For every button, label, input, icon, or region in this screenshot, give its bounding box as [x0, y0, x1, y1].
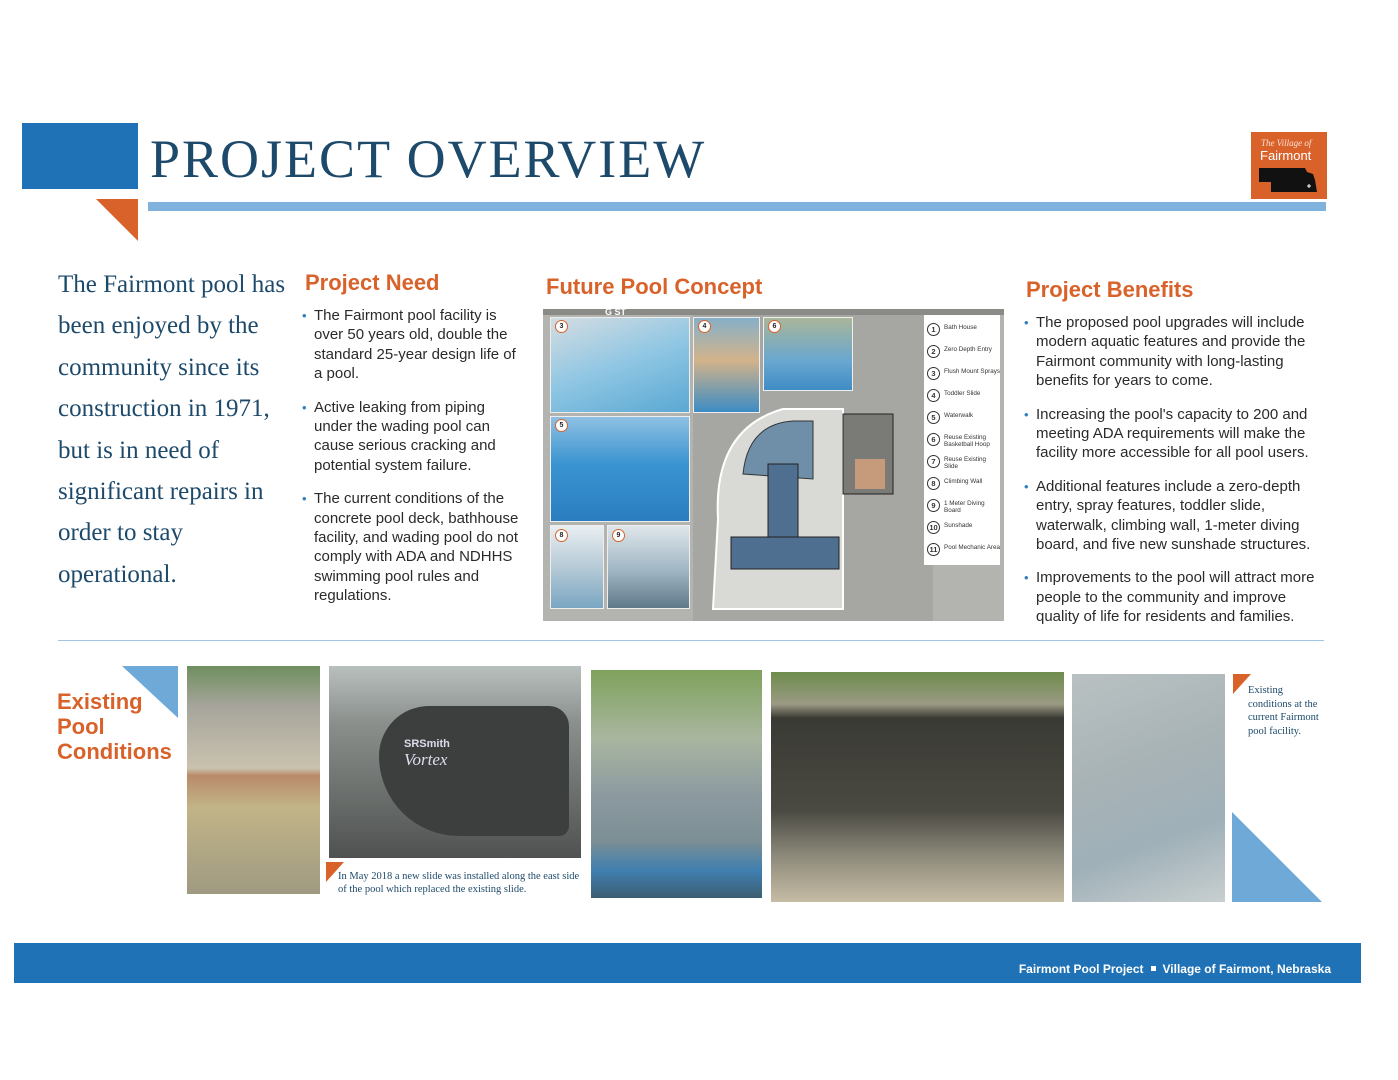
- slide-caption: In May 2018 a new slide was installed along the east side of the pool which replaced the existing slide.: [338, 871, 580, 895]
- list-item: • Additional features include a zero-depth entry, spray features, toddler slide, waterwalk, climbing wall, 1-meter diving board, and five new sunshade structures.: [1024, 477, 1322, 555]
- project-need-list: [302, 306, 524, 620]
- footer-project: Fairmont Pool Project: [1018, 962, 1144, 976]
- pool-floor-photo: [1072, 674, 1225, 902]
- list-item: • The proposed pool upgrades will include modern aquatic features and provide the Fairmont community with long-lasting benefits for years to come.: [1024, 313, 1322, 391]
- project-benefits-heading: Project Benefits: [1026, 277, 1194, 302]
- separator-icon: [1151, 966, 1156, 971]
- street-label: G ST: [605, 309, 627, 317]
- photo-number: 6: [768, 320, 781, 333]
- concept-photo-3: [550, 317, 690, 413]
- main-pool-photo: [771, 672, 1064, 902]
- photo-number: 9: [612, 529, 625, 542]
- future-concept-heading: Future Pool Concept: [546, 274, 763, 299]
- section-divider: [58, 640, 1324, 641]
- slide-housing: [379, 706, 569, 836]
- slide-model: Vortex: [404, 750, 448, 769]
- concept-legend: 1 Bath House 2 Zero Depth Entry 3 Flush Mount Sprays 4 Toddler Slide 5 Waterwalk 6 Reuse Existing Basketball Hoop 7 Reuse Existing Slide 8 Climbing Wall 9 1 Meter Diving Board 10 Sunshade 11 Pool Mechanic Area: [924, 315, 1000, 565]
- conditions-caption: Existing conditions at the current Fairmont pool facility.: [1248, 685, 1319, 738]
- list-item: • Active leaking from piping under the wading pool can cause serious cracking and potential system failure.: [302, 398, 524, 476]
- list-item: • Increasing the pool's capacity to 200 and meeting ADA requirements will make the facility more accessible for all pool users.: [1024, 405, 1322, 463]
- logo-line1: The Village of: [1261, 138, 1312, 148]
- list-item: • The current conditions of the concrete pool deck, bathhouse facility, and wading pool do not comply with ADA and NDHHS swimming pool rules and regulations.: [302, 489, 524, 605]
- concept-plan: [543, 309, 1004, 621]
- list-item: • Improvements to the pool will attract more people to the community and improve quality of life for residents and families.: [1024, 568, 1322, 626]
- project-benefits-list: [1024, 313, 1322, 641]
- list-item: • The Fairmont pool facility is over 50 years old, double the standard 25-year design life of a pool.: [302, 306, 524, 384]
- slide-brand: SRSmith: [404, 738, 450, 750]
- photo-number: 3: [555, 320, 568, 333]
- concept-photo-5: [550, 416, 690, 522]
- project-need-heading: Project Need: [305, 270, 440, 295]
- nebraska-shape-icon: [1257, 166, 1321, 194]
- photo-number: 8: [555, 529, 568, 542]
- pool-deck-photo: [187, 666, 320, 894]
- photo-number: 5: [555, 419, 568, 432]
- existing-conditions-heading: Existing Pool Conditions: [57, 689, 172, 764]
- header-rule: [148, 202, 1326, 211]
- footer-bar: [14, 943, 1361, 983]
- page-title: PROJECT OVERVIEW: [150, 129, 707, 189]
- water-slide-photo: [591, 670, 762, 898]
- village-logo: [1251, 132, 1327, 199]
- slide-vortex-photo: [329, 666, 581, 858]
- header-accent-block: [22, 123, 138, 189]
- logo-line2: Fairmont: [1260, 148, 1312, 163]
- photo-number: 4: [698, 320, 711, 333]
- footer-location: Village of Fairmont, Nebraska: [1162, 962, 1331, 976]
- intro-paragraph: The Fairmont pool has been enjoyed by the community since its construction in 1971, but is in need of significant repairs in order to stay operational.: [58, 271, 286, 588]
- header-accent-triangle: [96, 199, 138, 241]
- footer-text: [1019, 962, 1331, 976]
- existing-accent-triangle-right: [1232, 812, 1322, 902]
